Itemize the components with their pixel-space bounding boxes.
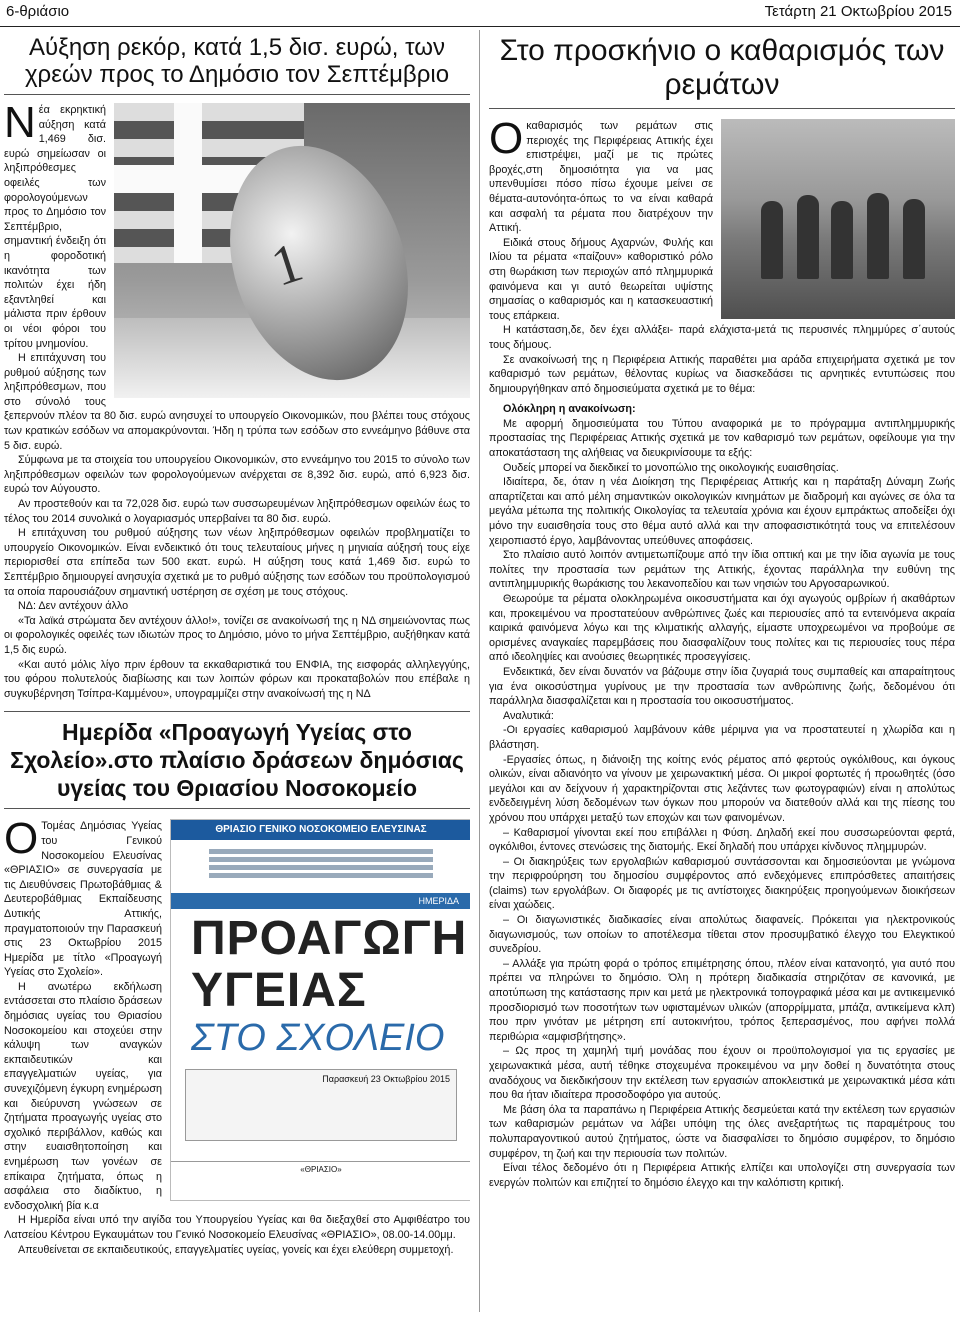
- poster-hospital-banner: ΘΡΙΑΣΙΟ ΓΕΝΙΚΟ ΝΟΣΟΚΟΜΕΙΟ ΕΛΕΥΣΙΝΑΣ: [171, 820, 470, 840]
- article-paragraph: -Οι εργασίες καθαρισμού λαμβάνουν κάθε μέριμνα για να προστατευτεί η χλωρίδα και η βλάστηση.: [489, 724, 955, 751]
- article-paragraph: Αν προστεθούν και τα 72,028 δισ. ευρώ των συσσωρευμένων ληξιπρόθεσμων οφειλών έως το τέλος του 2014 συνολικά ο λογαριασμός υπερβαίνει τα 80 δισ. ευρώ.: [4, 498, 470, 525]
- article-title-debts: Αύξηση ρεκόρ, κατά 1,5 δισ. ευρώ, των χρεών προς το Δημόσιο τον Σεπτέμβριο: [24, 34, 450, 88]
- article-paragraph: Αναλυτικά:: [503, 709, 554, 722]
- article-paragraph: Σύμφωνα με τα στοιχεία του υπουργείου Οικονομικών, στο εννεάμηνο του 2015 το σύνολο των ληξιπρόθεσμων οφειλών των φορολογούμενων ανέρχεται σε 8,392 δισ. ευρώ, από 6,923 δισ. ευρώ τον Αύγουστο.: [4, 454, 470, 496]
- poster-date: Παρασκευή 23 Οκτωβρίου 2015: [322, 1074, 450, 1085]
- article-paragraph: Θεωρούμε τα ρέματα ολοκληρωμένα οικοσυστήματα και όχι αγωγούς ομβρίων ή ακαθάρτων και, προκειμένου να προστατεύουν ανθρώπινες ζωές και περιουσίες από τα εντεινόμενα ακραία καιρικά φαινόμενα λόγω και της κλιματικής αλλαγής, είμαστε υποχρεωμένοι να προβούμε σε ορισμένες αναγκαίες παρεμβάσεις που διασφαλίζουν τους πολίτες και τις περιουσίες τους πέρα από ιδεοληψίες και ανούσιες θεωρητικές προσεγγίσεις.: [489, 593, 955, 664]
- poster-event-label: ΗΜΕΡΙΔΑ: [171, 893, 470, 909]
- poster-title: ΠΡΟΑΓΩΓΗ ΥΓΕΙΑΣ: [191, 912, 468, 1018]
- poster-footer-text: «ΘΡΙΑΣΙΟ»: [300, 1165, 342, 1175]
- euro-coin-photo: [114, 103, 470, 398]
- drop-cap: Ν: [4, 98, 36, 147]
- article-paragraph: Σε ανακοίνωσή της η Περιφέρεια Αττικής παραθέτει μια αράδα επιχειρήματα σχετικά με τον καθαρισμό των ρεμάτων, θέλοντας κυρίως να διασκεδάσει τις αρνητικές εντυπώσεις που δημιουργήθηκαν από δημοσιεύματα σχετικά με το θέμα:: [489, 353, 955, 395]
- article-lead: Νέα εκρηκτική αύξηση κατά 1,469 δισ. ευρώ σημείωσαν οι ληξιπρόθεσμες οφειλές των φορολογούμενων προς το Δημόσιο τον Σεπτέμβριο, σημαντική ένδειξη ότι η φοροδοτική ικανότητα των πολιτών έχει ήδη εξαντληθεί και μάλιστα πριν έρθουν οι νέοι φόροι του τρίτου μνημονίου.: [4, 98, 106, 350]
- health-day-poster: [170, 819, 470, 1201]
- poster-info-box: [185, 1069, 457, 1141]
- left-column: [4, 28, 470, 1314]
- article-paragraph: Ιδιαίτερα, δε, όταν η νέα Διοίκηση της Περιφέρειας Αττικής και η παράταξη Δύναμη Ζωής απαρτίζεται και από μέλη σημαντικών οικολογικών κινημάτων με διαδρομή και αγώνες σε όλα τα μεγάλα μέτωπα της πολιτικής Οικολογίας τα τελευταία χρόνια και έχουν εμπράκτως αποδείξει όχι μόνο την ευαισθησία τους στο θέμα αυτό αλλά και την αποφασιστικότητά τους να επιτελέσουν χειροπιαστό έργο, λαμβάνοντας υπεύθυνες αποφάσεις.: [489, 476, 955, 547]
- article-paragraph: «Τα λαϊκά στρώματα δεν αντέχουν άλλο!», τονίζει σε ανακοίνωσή της η ΝΔ σημειώνοντας πως οι φορολογικές οφειλές των ιδιωτών προς το Δημόσιο, μόνο το μήνα Σεπτέμβριο, αυξήθηκαν κατά 1,5 δις ευρώ.: [4, 614, 470, 656]
- issue-date: Τετάρτη 21 Οκτωβρίου 2015: [764, 3, 952, 20]
- article-paragraph: «Και αυτό μόλις λίγο πριν έρθουν τα εκκαθαριστικά του ΕΝΦΙΑ, της εισφοράς αλληλεγγύης, του φόρου πολυτελούς διαβίωσης και των λοιπών φόρων και προκαταβολών που επέβαλε η συγκυβέρνηση Τσίπρα-Καμμένου», υπογραμμίζει στην ανακοίνωσή της η ΝΔ: [4, 658, 470, 700]
- article-subheading: ΝΔ: Δεν αντέχουν άλλο: [18, 600, 129, 613]
- article-paragraph: Με αφορμή δημοσιεύματα του Τύπου αναφορικά με το πρόγραμμα αντιπλημμυρικής προστασίας της Περιφέρειας Αττικής σχετικά με τον καθαρισμό των ρεμάτων, οφείλουμε για την αποκατάσταση της αλήθειας να διευκρινίσουμε τα εξής:: [489, 417, 955, 460]
- article-lead: Ο Τομέας Δημόσιας Υγείας του Γενικού Νοσοκομείου Ελευσίνας «ΘΡΙΑΣΙΟ» σε συνεργασία με τις Διευθύνσεις Πρωτοβάθμιας & Δευτεροβάθμιας Εκπαίδευσης Δυτικής Αττικής, πραγματοποιούν την Παρασκευή στις 23 Οκτωβρίου 2015 Ημερίδα με τίτλο «Προαγωγή Υγείας στο Σχολείο».: [4, 814, 162, 979]
- article-paragraph: – Καθαρισμοί γίνονται εκεί που επιβάλλει η Φύση. Δηλαδή εκεί που συσσωρεύονται φερτά, ογκόλιθοι, έντονες στενώσεις της διατομής. Εκεί δηλαδή που υπάρχει κίνδυνος πλημμυρών.: [489, 826, 955, 854]
- article-paragraph: Με βάση όλα τα παραπάνω η Περιφέρεια Αττικής δεσμεύεται κατά την εκτέλεση των εργασιών των καθαρισμών ρεμάτων να λάβει υπόψη της όλες ανεξαρτήτως τις παραμέτρους του πολυπαραγοντικού αυτού ζητήματος, ώστε να διασφαλίσει το δημόσιο συμφέρον, το δημόσιο συμφέρον, τη ζωή και την περιουσία των πολιτών.: [489, 1103, 955, 1160]
- page-label: 6-θριάσιο: [6, 3, 70, 20]
- poster-footer: [171, 1161, 470, 1180]
- drop-cap: Ο: [4, 814, 39, 864]
- poster-subtitle: ΣΤΟ ΣΧΟΛΕΙΟ: [191, 1017, 445, 1060]
- page-header: [0, 0, 960, 27]
- poster-organizers: [171, 840, 470, 887]
- article-paragraph: Στο πλαίσιο αυτό λοιπόν αντιμετωπίζουμε από την ίδια οπτική και με την ίδια αγωνία με τους πολίτες την προστασία των ρεμάτων της Αττικής, έχοντας παράλληλα την ευθύνη της αντιπλημμυρικής θωράκισης του λεκανοπεδίου και των νησιών του Αργοσαρωνικού.: [489, 549, 955, 591]
- article-paragraph: – Οι διαγωνιστικές διαδικασίες είναι απολύτως διαφανείς. Πρόκειται για ηλεκτρονικούς διαγωνισμούς, των οποίων το αποτέλεσμα τίθεται στον προσυμβατικό έλεγχο του Ελεγκτικού συνεδρίου.: [489, 914, 955, 956]
- article-title-health-day: Ημερίδα «Προαγωγή Υγείας στο Σχολείο».στο πλαίσιο δράσεων δημόσιας υγείας του Θριασίου Νοσοκομείο: [10, 719, 464, 802]
- drop-cap: Ο: [489, 114, 524, 163]
- article-paragraph: Ενδεικτικά, δεν είναι δυνατόν να βάζουμε στην ίδια ζυγαριά τους συμπαθείς και απαραίτητους για ένα οικοσύστημα γυρίνους με την προστασία των ανθρώπινης ζωής, δεδομένου ότι παράλληλα διασφαλίζεται και η προστασία του οικοσυστήματος.: [489, 665, 955, 708]
- article-lead: Οκαθαρισμός των ρεμάτων στις περιοχές της Περιφέρειας Αττικής έχει επιστρέψει, μαζί με τις πρώτες βροχές,στη δημοσιότητα για να μας υπενθυμίσει πόσο πίσω έχουμε μείνει σε θέματα-αυτονόητα-όπως το να είναι καθαρά και ασφαλή τα ρέματα που διατρέχουν την Αττική.: [489, 114, 713, 235]
- section-rule: [4, 711, 470, 712]
- announcement-heading: Ολόκληρη η ανακοίνωση:: [503, 403, 636, 416]
- article-paragraph: Η κατάσταση,δε, δεν έχει αλλάξει- παρά ελάχιστα-μετά τις περυσινές πλημμύρες σ΄αυτούς τους δήμους.: [489, 324, 955, 351]
- article-paragraph: – Ως προς τη χαμηλή τιμή μονάδας που έχουν οι προϋπολογισμοί για τις εργασίες με χειρωνακτικά μέσα, αυτή τέθηκε στοχευμένα προκειμένου να μην δοθεί η δυνατότητα στους αναδόχους να διεκδικήσουν την εκτέλεση των εργασιών αποκλειστικά με χειρωνακτικά μέσα κάτι που θα ήταν ιδιαίτερα προσοδοφόρο για αυτούς.: [489, 1045, 955, 1102]
- article-paragraph: Είναι τέλος δεδομένο ότι η Περιφέρεια Αττικής ελπίζει και υπολογίζει στη συνεργασία των ενεργών πολιτών και επιζητεί το δημόσιο έλεγχο και την καλόπιστη κριτική.: [489, 1162, 955, 1189]
- article-paragraph: Η Ημερίδα είναι υπό την αιγίδα του Υπουργείου Υγείας και θα διεξαχθεί στο Αμφιθέατρο του Λατσείου Κέντρου Εγκαυμάτων του Γενικό Νοσοκομείο Ελευσίνας «ΘΡΙΑΣΙΟ», 08.00-14.00μμ.: [4, 1214, 470, 1241]
- article-paragraph: Η επιτάχυνση του ρυθμού αύξησης των νέων ληξιπρόθεσμων οφειλών προβληματίζει το υπουργείο Οικονομικών. Είναι ενδεικτικό ότι τους τελευταίους μήνες η μηνιαία αύξησή τους είχε περιορισθεί στα επίπεδα των 500 εκατ. ευρώ. Η αύξηση τους κατά 1,469 δισ. ευρώ το Σεπτέμβριο δημιουργεί ανησυχία σχετικά με το ρυθμό αύξησης των εσόδων του προϋπολογισμού τα οποία παρουσιάζουν σημαντική υστέρηση σε σχέση με τους στόχους.: [4, 527, 470, 598]
- euro-coin-graphic: 1: [201, 123, 437, 398]
- article-paragraph: – Αλλάξε για πρώτη φορά ο τρόπος επιμέτρησης όπου, πλέον είναι κατανοητό, για αυτό που πρέπει να πληρώνει το δημόσιο. Όλη η πρότερη διαδικασία στηριζόταν σε κανονικά, με αποτύπωση της κατάστασης πριν και μετά με ηλεκτρονικά τοπογραφικά μέσα και με αντικειμενικό προσδιορισμό των ποσοτήτων των υφισταμένων υλικών (απορρίμματα, μπάζα, αντικείμενα κλπ) που πριν γινόταν με μέτρηση επί αυτοκινήτου, τρόπος ξεπερασμένος, που αφήνει πολλά περιθώρια «αμφισβήτησης».: [489, 957, 955, 1043]
- article-paragraph: – Οι διακηρύξεις των εργολαβιών καθαρισμού συντάσσονται και δημοσιεύονται με γνώμονα την περιφρούρηση του δημοσίου συμφέροντος από ενδεχόμενες επιπρόσθετες απαιτήσεις (claims) των εργολάβων. Οι διαφορές με τις αντίστοιχες διακηρύξεις προηγούμενων διοικήσεων είναι χαώδεις.: [489, 855, 955, 912]
- article-paragraph: Ειδικά στους δήμους Αχαρνών, Φυλής και Ιλίου τα ρέματα «παίζουν» καθοριστικό ρόλο στη θωράκιση των περιοχών από πλημμυρικά φαινόμενα και γι αυτό θεωρείται υψίστης σημασίας ο καθαρισμός και η κατασκευαστική τους επάρκεια.: [489, 236, 713, 322]
- column-divider: [479, 30, 480, 1312]
- article-title-streams: Στο προσκήνιο ο καθαρισμός των ρεμάτων: [499, 34, 945, 101]
- article-paragraph: Ουδείς μπορεί να διεκδικεί το μονοπώλιο της οικολογικής ευαισθησίας.: [503, 461, 839, 474]
- article-paragraph: Η ανωτέρω εκδήλωση εντάσσεται στο πλαίσιο δράσεων δημόσιας υγείας του Θριασίου Νοσοκομείου και στοχεύει στην κάλυψη των αναγκών εκπαιδευτικών και επαγγελματιών υγείας, για συνεχιζόμενη έγκυρη ενημέρωση και διεύρυνση γνώσεων σε ζητήματα προαγωγής υγείας στο σχολικό περιβάλλον, καθώς και στην ευαισθητοποίηση και ενημέρωση των γονέων σε επίκαιρα ζητήματα, όπως η ασφάλεια στο διαδίκτυο, η ενδοσχολική βία κ.α: [4, 980, 162, 1212]
- right-column: [489, 28, 955, 1314]
- article-paragraph: -Εργασίες όπως, η διάνοιξη της κοίτης ενός ρέματος από φερτούς ογκόλιθους, και όγκους ολικών, είναι αδιανόητο να γίνουν με χειρωνακτική μέσα. Οι μικροί φορτωτές ή προωθητές (όσο μεγάλοι και αν δείχνουν ή χαρακτηρίζονται στις λεζάντες των φωτογραφιών) είναι η απολύτως ενδεδειγμένη λύση δεδομένων των όγκων που μπορούν να διατεθούν αλλά και της πίεσης του χρόνου που υπάρχει μεταξύ των εποχών και των φαινομένων.: [489, 753, 955, 824]
- article-paragraph: Απευθείνεται σε εκπαιδευτικούς, επαγγελματίες υγείας, γονείς και έχει ελεύθερη συμμετοχή.: [18, 1243, 454, 1256]
- article-paragraph: Η επιτάχυνση του ρυθμού αύξησης των ληξιπρόθεσμων, που στο σύνολό τους ξεπερνούν πλέον τα 80 δισ. ευρώ ανησυχεί το υπουργείο Οικονομικών, που βλέπει τους στόχους των κρατικών εσόδων να απομακρύνονται. Ήδη η τρύπα των εσόδων στο εννεάμηνο βάθυνε στα 5 δισ. ευρώ.: [4, 352, 470, 452]
- stream-officials-photo: [721, 119, 955, 319]
